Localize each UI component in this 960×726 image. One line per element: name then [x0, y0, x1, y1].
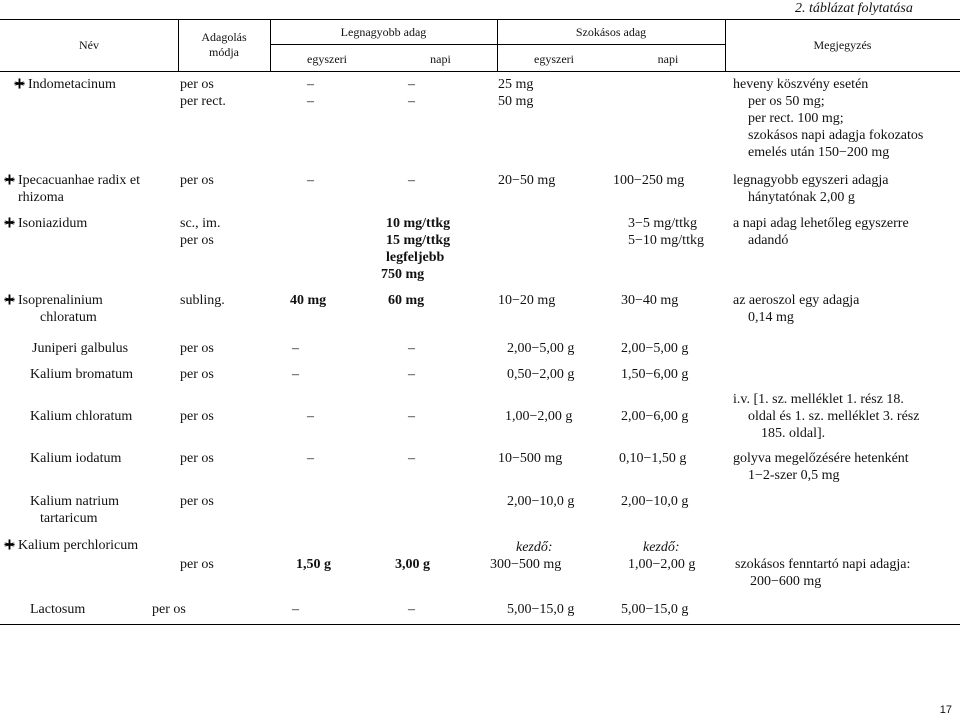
table-top-rule	[0, 19, 960, 20]
max-daily: –	[408, 173, 415, 188]
table-bottom-rule	[0, 624, 960, 625]
max-single: –	[307, 173, 314, 188]
usual-single: 50 mg	[498, 94, 534, 109]
route: per os	[180, 451, 214, 466]
continuation-title: 2. táblázat folytatása	[795, 1, 913, 16]
max-single: 40 mg	[290, 293, 327, 308]
max-daily: 15 mg/ttkg	[386, 233, 451, 248]
route: per os	[180, 557, 214, 572]
drug-name: Kalium perchloricum	[4, 537, 138, 554]
page-number: 17	[939, 704, 952, 716]
usual-single: 10−20 mg	[498, 293, 556, 308]
max-single: –	[292, 602, 299, 617]
note: golyva megelőzésére hetenként	[733, 451, 909, 466]
drug-name: Kalium natrium	[30, 494, 120, 509]
drug-name: Juniperi galbulus	[32, 341, 129, 356]
usual-daily: 30−40 mg	[621, 293, 679, 308]
usual-single: 20−50 mg	[498, 173, 556, 188]
max-daily: –	[408, 409, 415, 424]
note: az aeroszol egy adagja	[733, 293, 860, 308]
header-max-daily: napi	[430, 52, 451, 66]
max-daily: 10 mg/ttkg	[386, 216, 451, 231]
drug-name: Lactosum	[30, 602, 86, 617]
note: adandó	[748, 233, 789, 248]
route: per os	[152, 602, 186, 617]
usual-single: 1,00−2,00 g	[505, 409, 573, 424]
header-note: Megjegyzés	[813, 38, 872, 52]
max-daily: –	[408, 451, 415, 466]
drug-name: Indometacinum	[14, 76, 116, 93]
header-route-line1: Adagolás	[201, 30, 247, 44]
max-single: –	[307, 94, 314, 109]
drug-name: Isoniazidum	[4, 215, 87, 232]
note: oldal és 1. sz. melléklet 3. rész	[748, 409, 920, 424]
cross-icon	[14, 78, 25, 89]
route: per os	[180, 409, 214, 424]
cross-icon	[4, 294, 15, 305]
usual-daily-label: kezdő:	[643, 540, 680, 555]
drug-name: Kalium iodatum	[30, 451, 122, 466]
max-single: –	[307, 451, 314, 466]
max-single: –	[292, 341, 299, 356]
drug-name: Kalium chloratum	[30, 409, 133, 424]
max-single: 1,50 g	[296, 557, 331, 572]
usual-daily: 5−10 mg/ttkg	[628, 233, 704, 248]
route: per os	[180, 494, 214, 509]
usual-daily: 5,00−15,0 g	[621, 602, 689, 617]
usual-single: 300−500 mg	[490, 557, 562, 572]
drug-name: tartaricum	[40, 511, 98, 526]
max-daily: –	[408, 77, 415, 92]
usual-daily: 1,00−2,00 g	[628, 557, 696, 572]
route: per os	[180, 341, 214, 356]
note: per rect. 100 mg;	[748, 111, 844, 126]
max-daily: 750 mg	[381, 267, 425, 282]
usual-daily: 1,50−6,00 g	[621, 367, 689, 382]
note: 185. oldal].	[761, 426, 826, 441]
cross-icon	[4, 217, 15, 228]
max-daily: legfeljebb	[386, 250, 445, 265]
route: per os	[180, 173, 214, 188]
header-max-single: egyszeri	[307, 52, 347, 66]
route: per os	[180, 233, 214, 248]
header-name: Név	[79, 38, 99, 52]
header-usual-single: egyszeri	[534, 52, 574, 66]
usual-single: 25 mg	[498, 77, 534, 92]
header-usual-daily: napi	[657, 52, 679, 66]
drug-name: Ipecacuanhae radix et	[4, 172, 140, 189]
header-max-dose: Legnagyobb adag	[340, 25, 427, 39]
usual-daily: 0,10−1,50 g	[619, 451, 687, 466]
max-daily: 60 mg	[388, 293, 425, 308]
note: legnagyobb egyszeri adagja	[733, 173, 889, 188]
header-bottom-rule	[0, 71, 960, 72]
max-daily: 3,00 g	[395, 557, 430, 572]
usual-daily: 2,00−6,00 g	[621, 409, 689, 424]
note: szokásos napi adagja fokozatos	[748, 128, 924, 143]
note: hánytatónak 2,00 g	[748, 190, 855, 205]
usual-single-label: kezdő:	[516, 540, 553, 555]
usual-single: 2,00−5,00 g	[507, 341, 575, 356]
usual-daily: 100−250 mg	[613, 173, 685, 188]
max-daily: –	[408, 367, 415, 382]
route: per rect.	[180, 94, 226, 109]
max-single: –	[307, 77, 314, 92]
note: szokásos fenntartó napi adagja:	[735, 557, 911, 572]
header-usual-dose: Szokásos adag	[575, 25, 647, 39]
drug-name: Isoprenalinium	[4, 292, 103, 309]
usual-single: 5,00−15,0 g	[507, 602, 575, 617]
usual-single: 10−500 mg	[498, 451, 563, 466]
route: subling.	[180, 293, 225, 308]
max-daily: –	[408, 602, 415, 617]
cross-icon	[4, 174, 15, 185]
route: sc., im.	[180, 216, 221, 231]
max-single: –	[307, 409, 314, 424]
note: 200−600 mg	[750, 574, 822, 589]
note: 0,14 mg	[748, 310, 794, 325]
cross-icon	[4, 539, 15, 550]
note: 1−2-szer 0,5 mg	[748, 468, 840, 483]
usual-daily: 2,00−5,00 g	[621, 341, 689, 356]
drug-name: rhizoma	[18, 190, 64, 205]
route: per os	[180, 77, 214, 92]
route: per os	[180, 367, 214, 382]
header-route-line2: módja	[209, 45, 239, 59]
note: emelés után 150−200 mg	[748, 145, 890, 160]
max-daily: –	[408, 94, 415, 109]
note: i.v. [1. sz. melléklet 1. rész 18.	[733, 392, 904, 407]
drug-name: chloratum	[40, 310, 97, 325]
note: heveny köszvény esetén	[733, 77, 869, 92]
note: a napi adag lehetőleg egyszerre	[733, 216, 909, 231]
usual-single: 0,50−2,00 g	[507, 367, 575, 382]
max-daily: –	[408, 341, 415, 356]
drug-name: Kalium bromatum	[30, 367, 134, 382]
usual-daily: 2,00−10,0 g	[621, 494, 689, 509]
usual-daily: 3−5 mg/ttkg	[628, 216, 697, 231]
max-single: –	[292, 367, 299, 382]
usual-single: 2,00−10,0 g	[507, 494, 575, 509]
note: per os 50 mg;	[748, 94, 825, 109]
